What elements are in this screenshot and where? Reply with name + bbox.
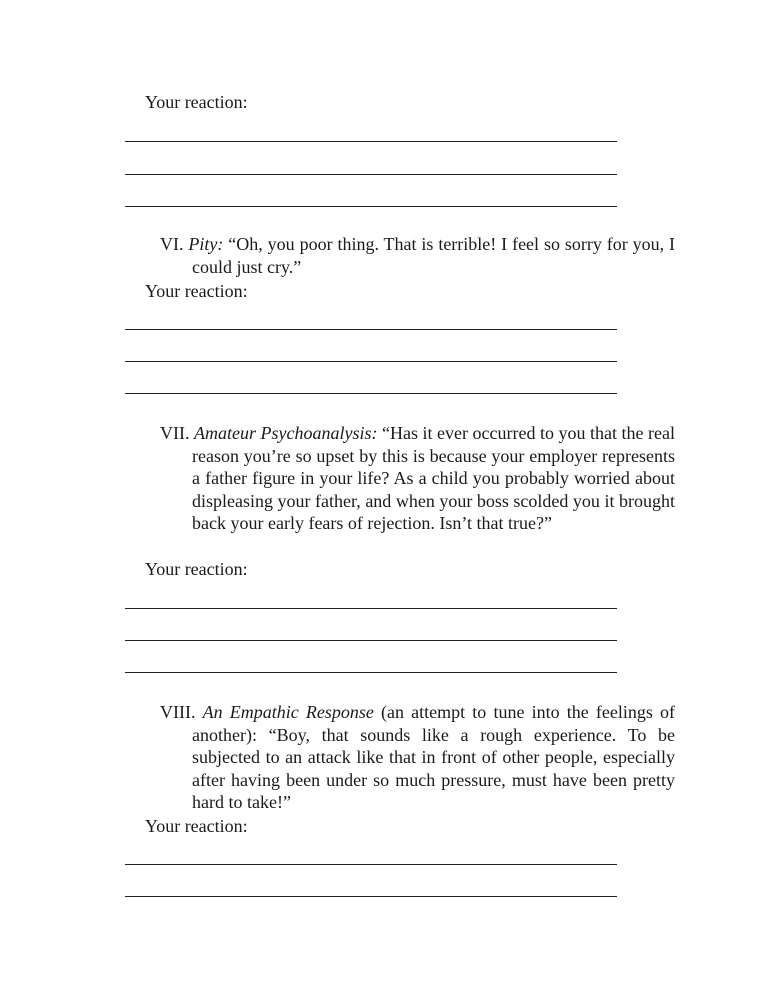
item-title: Amateur Psychoanalysis: xyxy=(194,423,378,443)
item-text: “Oh, you poor thing. That is terrible! I feel so sorry for you, I could just cry.” xyxy=(192,234,676,277)
item-title: An Empathic Response xyxy=(202,702,374,722)
reaction-label: Your reaction: xyxy=(145,816,248,836)
response-item-vi xyxy=(160,233,675,278)
response-item-viii xyxy=(160,701,675,814)
reaction-label: Your reaction: xyxy=(145,92,248,112)
item-text: “Has it ever occurred to you that the real reason you’re so upset by this is because your employer represents a father figure in your life? As a child you probably worried about displeasing your father, and when your boss scolded you it brought back your early fears of rejection. Isn’t that true?” xyxy=(192,423,675,533)
reaction-label: Your reaction: xyxy=(145,559,248,579)
item-title: Pity: xyxy=(188,234,224,254)
answer-line[interactable] xyxy=(125,864,617,865)
item-paragraph xyxy=(160,701,675,814)
item-paragraph xyxy=(160,233,675,278)
answer-line[interactable] xyxy=(125,393,617,394)
answer-line[interactable] xyxy=(125,640,617,641)
answer-line[interactable] xyxy=(125,361,617,362)
answer-line[interactable] xyxy=(125,329,617,330)
answer-line[interactable] xyxy=(125,608,617,609)
answer-line[interactable] xyxy=(125,174,617,175)
item-text: (an attempt to tune into the feelings of another): “Boy, that sounds like a rough experience. To be subjected to an attack like that in front of other people, especially after having been under so much pressure, must have been pretty hard to take!” xyxy=(192,702,675,812)
answer-line[interactable] xyxy=(125,141,617,142)
answer-line[interactable] xyxy=(125,672,617,673)
reaction-label: Your reaction: xyxy=(145,281,248,301)
answer-line[interactable] xyxy=(125,896,617,897)
response-item-vii xyxy=(160,422,675,535)
answer-line[interactable] xyxy=(125,206,617,207)
item-numeral: VIII. xyxy=(160,702,196,722)
item-numeral: VII. xyxy=(160,423,190,443)
item-numeral: VI. xyxy=(160,234,184,254)
item-paragraph xyxy=(160,422,675,535)
